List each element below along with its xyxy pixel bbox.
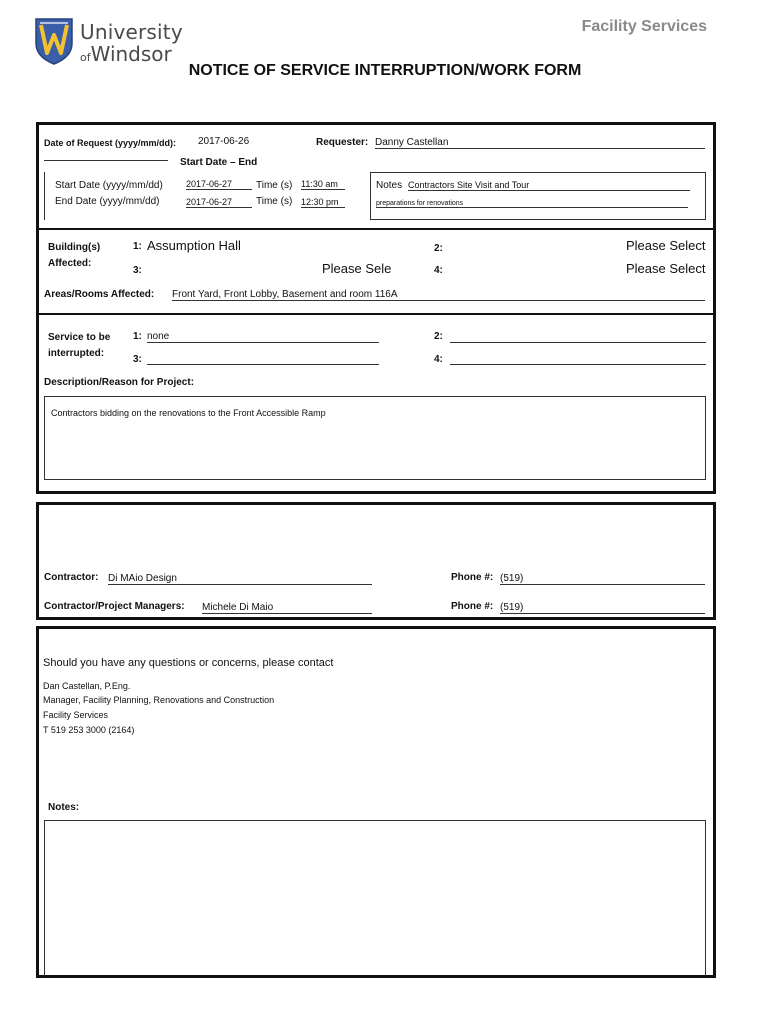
start-date-field[interactable]: 2017-06-27 — [186, 179, 252, 190]
end-date-label: End Date (yyyy/mm/dd) — [55, 196, 160, 207]
contractor-phone-label: Phone #: — [451, 572, 494, 583]
end-time-field[interactable]: 12:30 pm — [301, 197, 345, 208]
contact-title: Manager, Facility Planning, Renovations and Construction — [43, 695, 275, 705]
divider-service — [36, 313, 716, 315]
logo-text-windsor-word: Windsor — [90, 42, 172, 66]
service-label-line1: Service to be — [48, 332, 111, 343]
contact-phone: T 519 253 3000 (2164) — [43, 725, 135, 735]
building-2-select[interactable]: Please Select — [626, 238, 706, 253]
end-date-field[interactable]: 2017-06-27 — [186, 197, 252, 208]
managers-phone-field[interactable]: (519) — [500, 602, 705, 614]
service-2-number: 2: — [434, 331, 443, 342]
university-logo — [34, 15, 183, 67]
service-label-line2: interrupted: — [48, 348, 105, 359]
building-1-select[interactable]: Assumption Hall — [147, 238, 241, 253]
date-of-request-value[interactable]: 2017-06-26 — [198, 136, 250, 147]
contractor-phone-field[interactable]: (519) — [500, 573, 705, 585]
shield-icon — [34, 15, 74, 65]
contact-department: Facility Services — [43, 710, 109, 720]
requester-field[interactable]: Danny Castellan — [375, 137, 705, 149]
start-date-label: Start Date (yyyy/mm/dd) — [55, 180, 163, 191]
notes-textarea[interactable] — [44, 820, 706, 976]
building-4-select[interactable]: Please Select — [626, 261, 706, 276]
form-title: NOTICE OF SERVICE INTERRUPTION/WORK FORM — [188, 62, 582, 79]
building-3-number: 3: — [133, 265, 142, 276]
building-2-number: 2: — [434, 243, 443, 254]
logo-text-university: University — [80, 20, 183, 44]
service-4-number: 4: — [434, 354, 443, 365]
requester-label: Requester: — [316, 137, 369, 148]
start-end-heading: Start Date – End — [180, 157, 258, 168]
logo-text-of: of — [80, 51, 91, 64]
department-header: Facility Services — [581, 18, 707, 35]
contractor-label: Contractor: — [44, 572, 99, 583]
project-managers-label: Contractor/Project Managers: — [44, 601, 185, 612]
buildings-label-line2: Affected: — [48, 258, 92, 269]
contact-name: Dan Castellan, P.Eng. — [43, 681, 131, 691]
description-value: Contractors bidding on the renovations to the Front Accessible Ramp — [51, 408, 326, 418]
end-time-label: Time (s) — [256, 196, 293, 207]
date-of-request-label: Date of Request (yyyy/mm/dd): — [44, 138, 177, 148]
contractor-field[interactable]: Di MAio Design — [108, 573, 372, 585]
service-2-field[interactable] — [450, 342, 706, 343]
buildings-label-line1: Building(s) — [48, 242, 101, 253]
service-3-number: 3: — [133, 354, 142, 365]
notes-field-line1[interactable]: Contractors Site Visit and Tour — [408, 180, 690, 191]
building-1-number: 1: — [133, 241, 142, 252]
service-1-field[interactable]: none — [147, 331, 379, 343]
areas-label: Areas/Rooms Affected: — [44, 289, 155, 300]
areas-field[interactable]: Front Yard, Front Lobby, Basement and room 116A — [172, 289, 705, 301]
service-1-number: 1: — [133, 331, 142, 342]
description-label: Description/Reason for Project: — [44, 377, 195, 388]
start-time-field[interactable]: 11:30 am — [301, 179, 345, 190]
contact-intro: Should you have any questions or concerns, please contact — [43, 657, 334, 669]
service-3-field[interactable] — [147, 364, 379, 365]
description-textarea[interactable] — [44, 396, 706, 480]
blank-line — [44, 160, 168, 161]
project-managers-field[interactable]: Michele Di Maio — [202, 602, 372, 614]
building-4-number: 4: — [434, 265, 443, 276]
notes-section-label: Notes: — [48, 802, 80, 813]
managers-phone-label: Phone #: — [451, 601, 494, 612]
notes-label: Notes — [376, 180, 403, 191]
divider-buildings — [36, 228, 716, 230]
service-4-field[interactable] — [450, 364, 706, 365]
notes-field-line2[interactable]: preparations for renovations — [376, 200, 688, 208]
start-time-label: Time (s) — [256, 180, 293, 191]
building-3-select[interactable]: Please Sele — [322, 261, 392, 276]
